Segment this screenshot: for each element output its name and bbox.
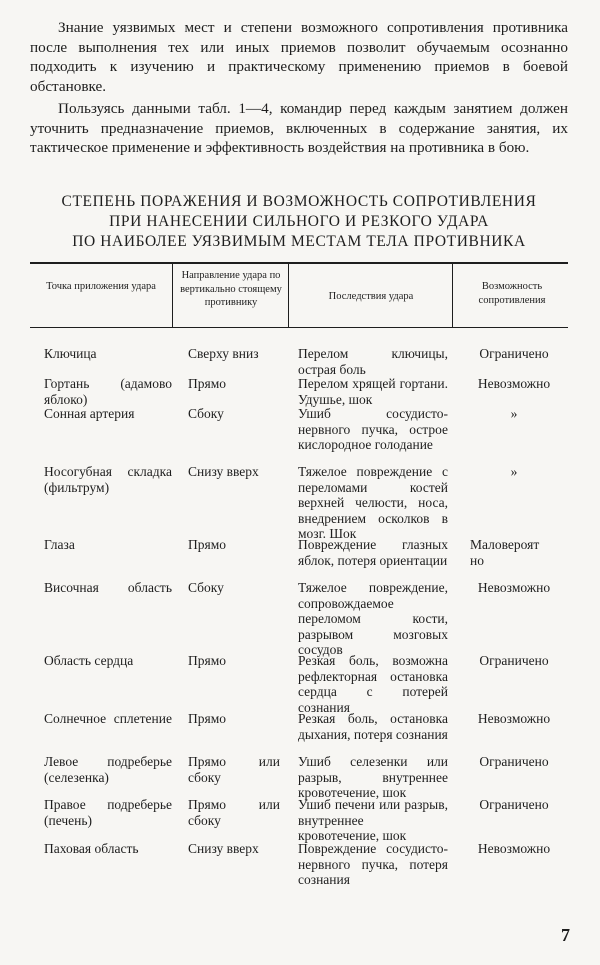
- row-point: Левое подреберье (селезенка): [44, 754, 172, 785]
- row-consequence: Перелом ключицы, острая боль: [298, 346, 448, 377]
- row-point: Ключица: [44, 346, 97, 361]
- row-direction: Снизу вверх: [188, 464, 259, 479]
- row-direction: Прямо: [188, 653, 227, 668]
- table-title: [30, 192, 568, 252]
- row-consequence: Ушиб селезенки или разрыв, внутреннее кровотечение, шок: [298, 754, 448, 800]
- row-point: Гортань (адамово яблоко): [44, 376, 172, 407]
- column-header-consequence: Последствия удара: [328, 291, 414, 302]
- table-title-line-2: ПРИ НАНЕСЕНИИ СИЛЬНОГО И РЕЗКОГО УДАРА: [109, 213, 489, 230]
- row-point: Солнечное сплетение: [44, 711, 172, 726]
- row-consequence: Резкая боль, остановка дыхания, потеря сознания: [298, 711, 448, 742]
- column-header-resistance: Возможность сопротивления: [478, 281, 546, 306]
- row-point: Сонная артерия: [44, 406, 135, 421]
- intro-paragraph-1: Знание уязвимых мест и степени возможного сопротивления противника после выполнения тех или иных приемов позволит обучаемым осознанно подходить к изучению и практическому применению приемов в боевой обстановке.: [30, 19, 568, 95]
- row-direction: Сбоку: [188, 406, 224, 421]
- row-consequence: Перелом хрящей гортани. Удушье, шок: [298, 376, 448, 407]
- row-resistance: »: [510, 406, 518, 421]
- column-header-direction: Направление удара по вертикально стоящему противнику: [180, 270, 282, 308]
- row-resistance: Невозможно: [477, 711, 551, 726]
- row-point: Паховая область: [44, 841, 139, 856]
- row-resistance: Маловероятно: [470, 537, 540, 568]
- row-point: Глаза: [44, 537, 75, 552]
- row-consequence: Повреждение сосудисто-нервного пучка, потеря сознания: [298, 841, 448, 887]
- header-divider-3: [452, 264, 453, 327]
- row-consequence: Ушиб печени или разрыв, внутреннее кровотечение, шок: [298, 797, 448, 843]
- row-consequence: Ушиб сосудисто-нервного пучка, острое кислородное голодание: [298, 406, 448, 452]
- row-point: Носогубная складка (фильтрум): [44, 464, 172, 495]
- row-direction: Прямо: [188, 711, 227, 726]
- row-resistance: Невозможно: [477, 580, 551, 595]
- intro-paragraph-2: Пользуясь данными табл. 1—4, командир перед каждым занятием должен уточнить предназначение приемов, включенных в содержание занятия, их тактическое применение и эффективность воздействия на противника в бою.: [30, 100, 568, 156]
- table-title-line-1: СТЕПЕНЬ ПОРАЖЕНИЯ И ВОЗМОЖНОСТЬ СОПРОТИВЛЕНИЯ: [61, 193, 537, 210]
- column-header-point: Точка приложения удара: [46, 281, 156, 292]
- row-resistance: »: [510, 464, 518, 479]
- row-resistance: Ограничено: [479, 797, 549, 812]
- row-direction: Прямо или сбоку: [188, 754, 280, 785]
- row-resistance: Ограничено: [479, 653, 549, 668]
- header-divider-1: [172, 264, 173, 327]
- row-direction: Прямо: [188, 376, 227, 391]
- header-divider-2: [288, 264, 289, 327]
- table-header-rule: [30, 327, 568, 328]
- row-point: Правое подреберье (печень): [44, 797, 172, 828]
- row-resistance: Невозможно: [477, 841, 551, 856]
- row-direction: Прямо или сбоку: [188, 797, 280, 828]
- table-top-rule: [30, 262, 568, 264]
- row-direction: Сбоку: [188, 580, 224, 595]
- row-consequence: Повреждение глазных яблок, потеря ориентации: [298, 537, 448, 568]
- row-consequence: Резкая боль, возможна рефлекторная остановка сердца с потерей сознания: [298, 653, 448, 715]
- row-direction: Прямо: [188, 537, 227, 552]
- table-title-line-3: ПО НАИБОЛЕЕ УЯЗВИМЫМ МЕСТАМ ТЕЛА ПРОТИВНИКА: [72, 233, 526, 250]
- row-resistance: Невозможно: [477, 376, 551, 391]
- row-direction: Сверху вниз: [188, 346, 259, 361]
- row-point: Височная область: [44, 580, 172, 595]
- row-consequence: Тяжелое повреждение, сопровождаемое переломом кости, разрывом мозговых сосудов: [298, 580, 448, 657]
- row-consequence: Тяжелое повреждение с переломами костей верхней челюсти, носа, внедрением осколков в мозг. Шок: [298, 464, 448, 541]
- row-direction: Снизу вверх: [188, 841, 259, 856]
- row-resistance: Ограничено: [479, 754, 549, 769]
- page-number: 7: [561, 925, 570, 945]
- row-point: Область сердца: [44, 653, 134, 668]
- row-resistance: Ограничено: [479, 346, 549, 361]
